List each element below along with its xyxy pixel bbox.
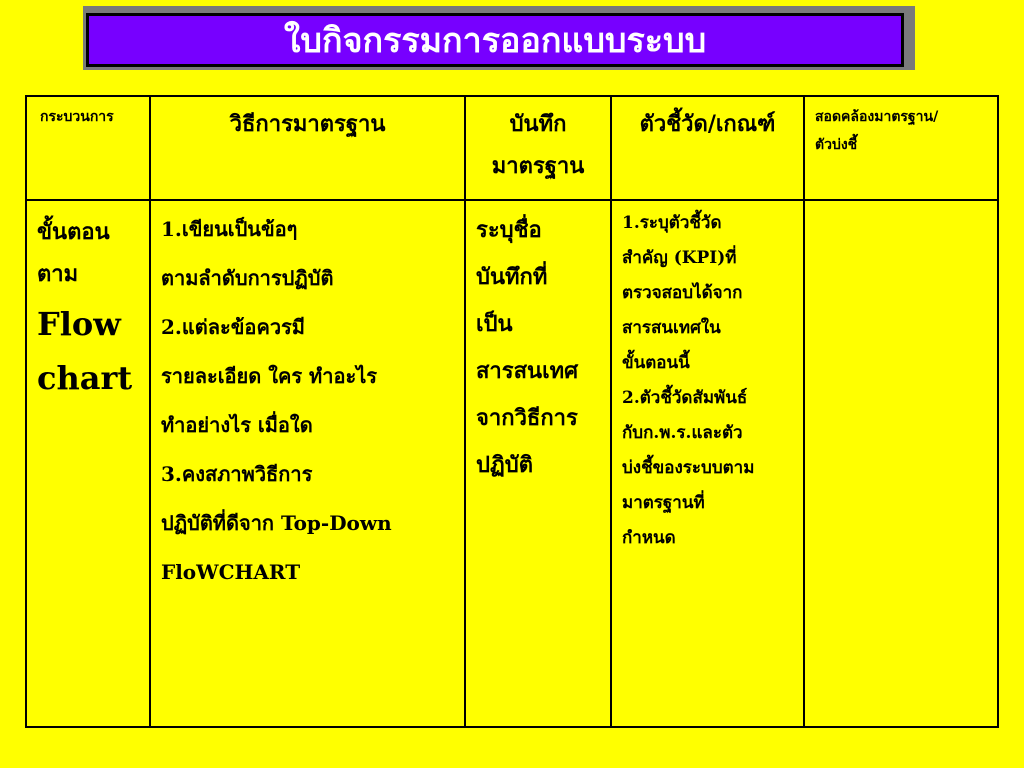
process-big-line-2: chart [37, 359, 133, 397]
body-process [27, 201, 151, 728]
indicator-line-2: สำคัญ (KPI)ที่ [622, 248, 737, 268]
body-indicator [612, 201, 805, 728]
record-line-4: สารสนเทศ [476, 358, 579, 384]
indicator-line-7: กับก.พ.ร.และตัว [622, 423, 743, 443]
header-standard-method-label: วิธีการมาตรฐาน [229, 111, 386, 137]
record-line-2: บันทึกที่ [476, 264, 548, 290]
indicator-line-4: สารสนเทศใน [622, 318, 721, 338]
title-banner [86, 13, 904, 67]
header-alignment-line2: ตัวบ่งชี้ [815, 137, 858, 153]
header-process [27, 97, 151, 201]
method-line-8: FloWCHART [161, 560, 301, 584]
header-alignment [805, 97, 999, 201]
method-line-2: ตามลำดับการปฏิบัติ [161, 266, 334, 290]
indicator-line-6: 2.ตัวชี้วัดสัมพันธ์ [622, 388, 748, 408]
record-line-3: เป็น [476, 311, 513, 337]
header-record [466, 97, 612, 201]
method-line-5: ทำอย่างไร เมื่อใด [161, 413, 313, 437]
body-method [151, 201, 466, 728]
body-record [466, 201, 612, 728]
method-line-3: 2.แต่ละข้อควรมี [161, 315, 305, 339]
header-indicator-label: ตัวชี้วัด/เกณฑ์ [639, 111, 776, 137]
indicator-line-3: ตรวจสอบได้จาก [622, 283, 743, 303]
header-record-line2: มาตรฐาน [491, 153, 585, 179]
record-line-1: ระบุชื่อ [476, 217, 542, 243]
header-standard-method [151, 97, 466, 201]
method-line-1: 1.เขียนเป็นข้อๆ [161, 217, 298, 241]
indicator-line-5: ขั้นตอนนี้ [622, 353, 690, 373]
page-title: ใบกิจกรรมการออกแบบระบบ [283, 21, 707, 61]
record-line-5: จากวิธีการ [476, 405, 578, 431]
body-alignment [805, 201, 999, 728]
method-line-4: รายละเอียด ใคร ทำอะไร [161, 364, 378, 388]
process-line-2: ตาม [37, 261, 79, 287]
process-big-line-1: Flow [37, 305, 121, 343]
indicator-line-10: กำหนด [622, 528, 676, 548]
process-line-1: ขั้นตอน [37, 219, 110, 245]
header-process-label: กระบวนการ [40, 109, 114, 125]
method-line-6: 3.คงสภาพวิธีการ [161, 462, 313, 486]
indicator-line-9: มาตรฐานที่ [622, 493, 705, 513]
header-record-line1: บันทึก [509, 111, 567, 137]
header-indicator [612, 97, 805, 201]
activity-table [25, 95, 999, 728]
indicator-line-8: บ่งชี้ของระบบตาม [622, 458, 755, 478]
record-line-6: ปฏิบัติ [476, 452, 533, 478]
method-line-7: ปฏิบัติที่ดีจาก Top-Down [161, 511, 392, 535]
indicator-line-1: 1.ระบุตัวชี้วัด [622, 213, 722, 233]
header-alignment-line1: สอดคล้องมาตรฐาน/ [815, 109, 939, 125]
